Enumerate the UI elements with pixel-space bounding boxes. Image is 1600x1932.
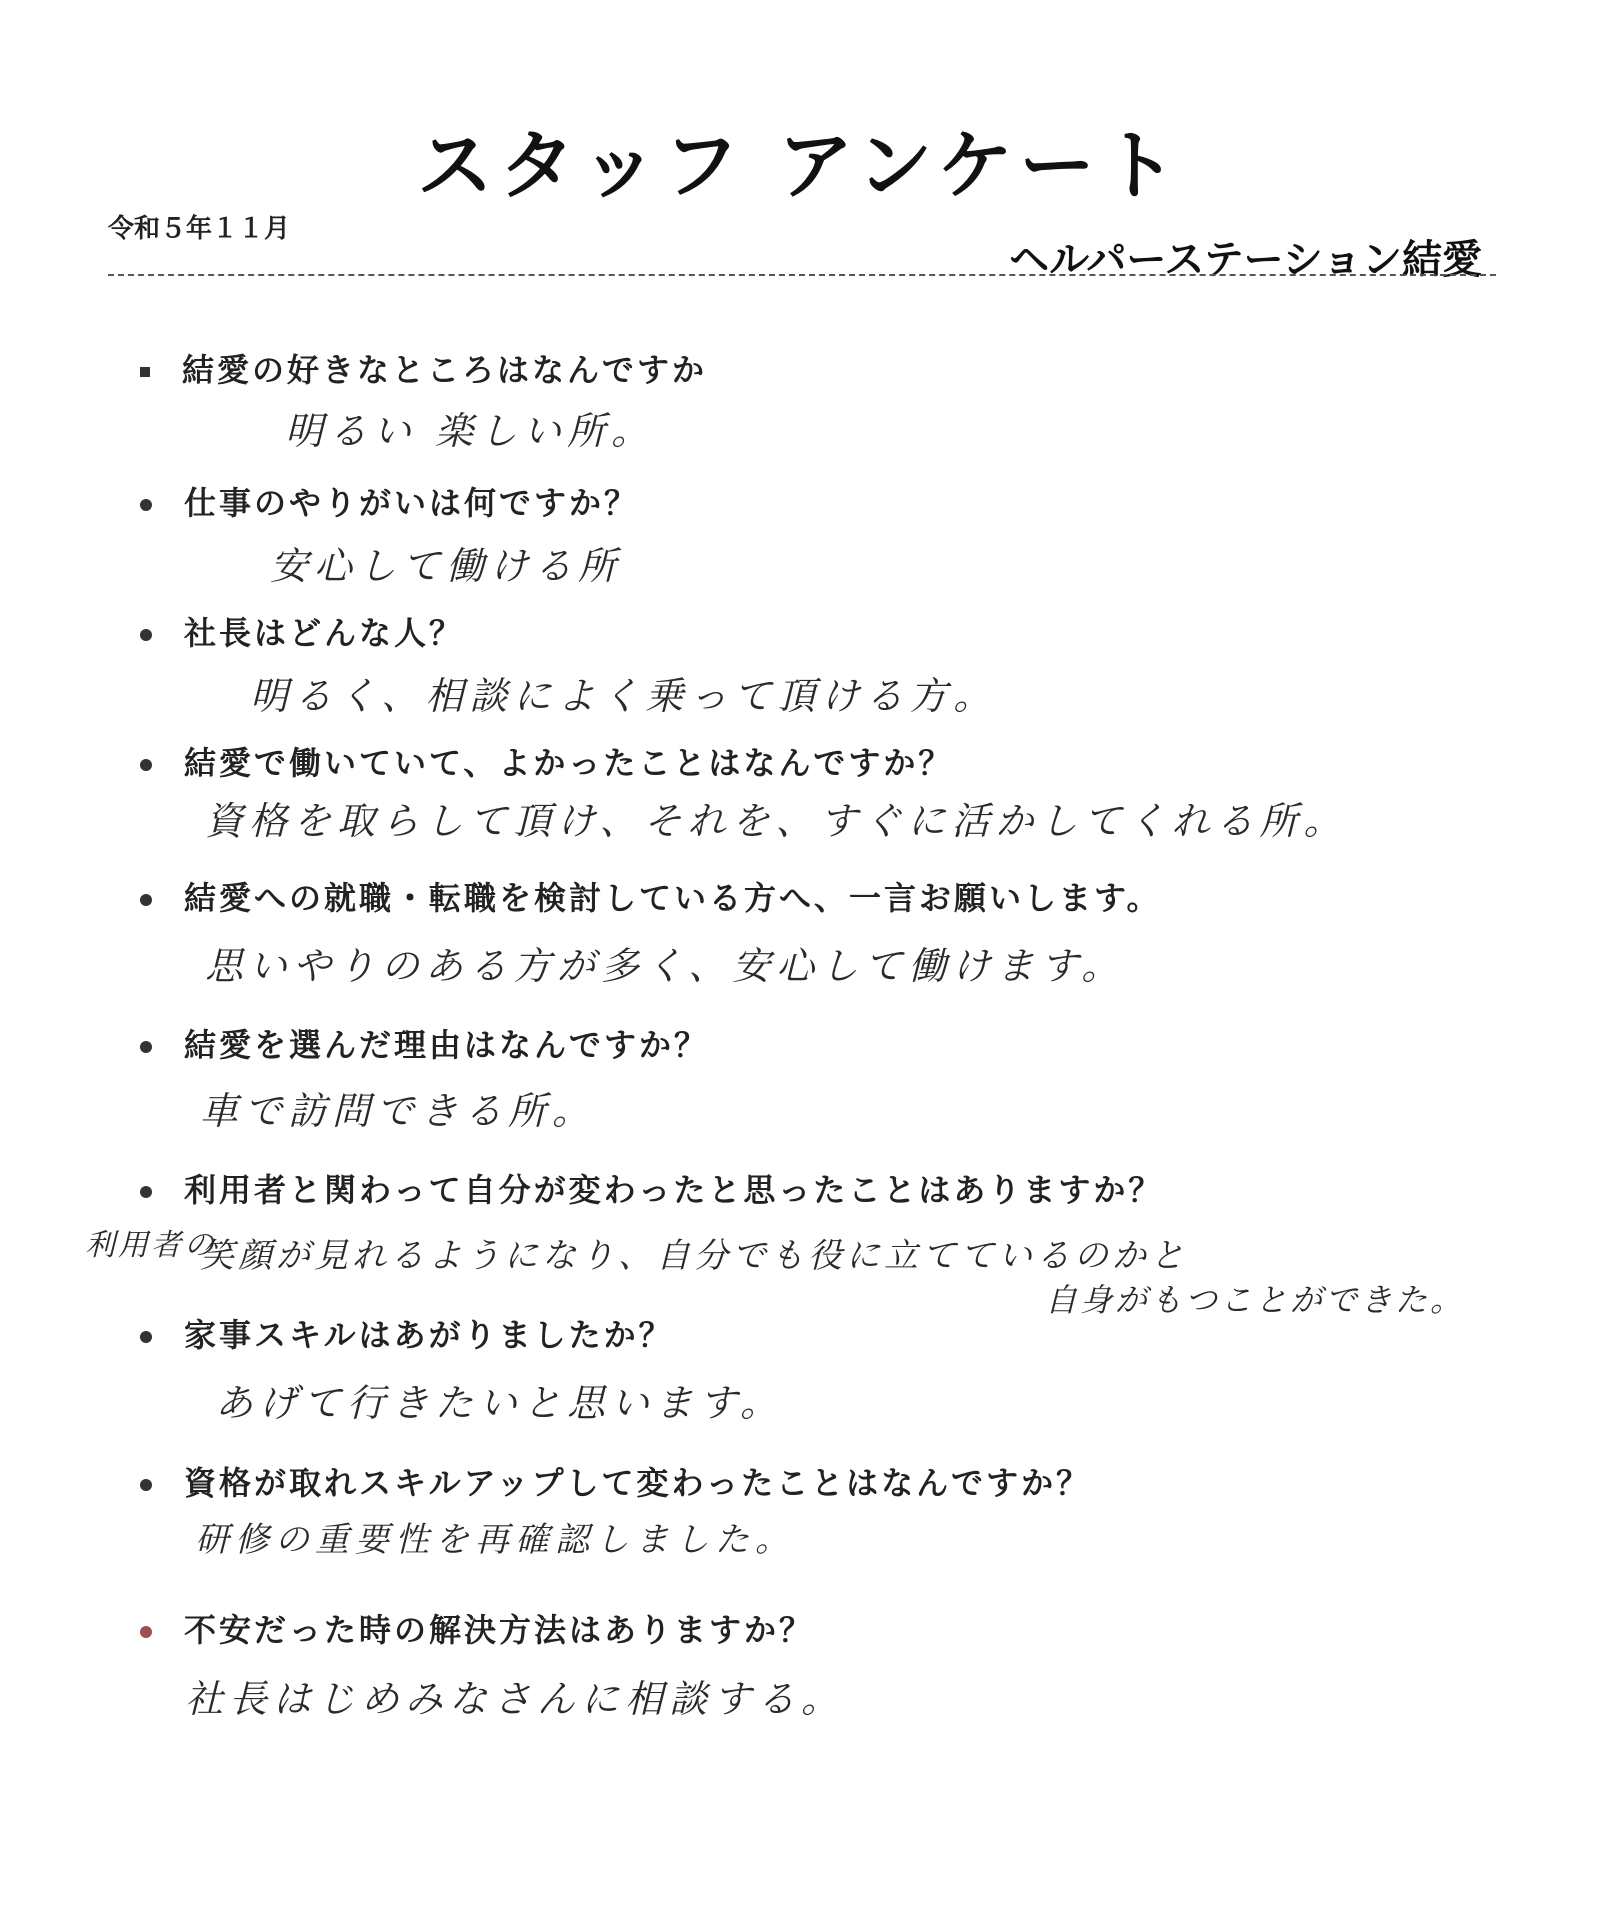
question-5: 結愛への就職・転職を検討している方へ、一言お願いします。 [140, 873, 1161, 919]
answer-10: 社長はじめみなさんに相談する。 [185, 1677, 846, 1721]
question-2: 仕事のやりがいは何ですか？ [140, 478, 639, 524]
answer-1: 明るい 楽しい所。 [285, 409, 656, 453]
question-7: 利用者と関わって自分が変わったと思ったことはありますか？ [140, 1165, 1163, 1211]
bullet-icon [140, 1041, 152, 1053]
answer-7: 笑顔が見れるようになり、自分でも役に立てているのかと [200, 1236, 1188, 1276]
answer-4: 資格を取らして頂け、それを、すぐに活かしてくれる所。 [205, 799, 1348, 843]
question-8: 家事スキルはあがりましたか？ [140, 1310, 674, 1356]
organization-name: ヘルパーステーション結愛 [1009, 237, 1482, 283]
bullet-icon [140, 367, 150, 377]
answer-7-prefix: 利用者の [85, 1228, 217, 1263]
question-3: 社長はどんな人？ [140, 608, 464, 654]
answer-8: あげて行きたいと思います。 [215, 1381, 784, 1425]
bullet-icon [140, 629, 152, 641]
bullet-icon [140, 1331, 152, 1343]
question-1: 結愛の好きなところはなんですか [140, 345, 707, 391]
question-10: 不安だった時の解決方法はありますか？ [140, 1605, 814, 1651]
page-title: スタッフ アンケート [417, 121, 1183, 210]
answer-5: 思いやりのある方が多く、安心して働けます。 [205, 944, 1126, 988]
bullet-icon [140, 894, 152, 906]
bullet-icon [140, 1626, 152, 1638]
answer-2: 安心して働ける所 [270, 544, 623, 588]
bullet-icon [140, 1186, 152, 1198]
answer-7-continued: 自身がもつことができた。 [1045, 1281, 1466, 1319]
bullet-icon [140, 759, 152, 771]
question-9: 資格が取れスキルアップして変わったことはなんですか？ [140, 1458, 1091, 1504]
question-4: 結愛で働いていて、よかったことはなんですか？ [140, 738, 953, 784]
survey-date: 令和５年１１月 [108, 214, 291, 244]
bullet-icon [140, 499, 152, 511]
header-divider [108, 274, 1496, 276]
answer-3: 明るく、相談によく乗って頂ける方。 [250, 674, 998, 718]
bullet-icon [140, 1479, 152, 1491]
answer-6: 車で訪問できる所。 [200, 1089, 597, 1133]
answer-9: 研修の重要性を再確認しました。 [195, 1520, 795, 1560]
question-6: 結愛を選んだ理由はなんですか？ [140, 1020, 709, 1066]
